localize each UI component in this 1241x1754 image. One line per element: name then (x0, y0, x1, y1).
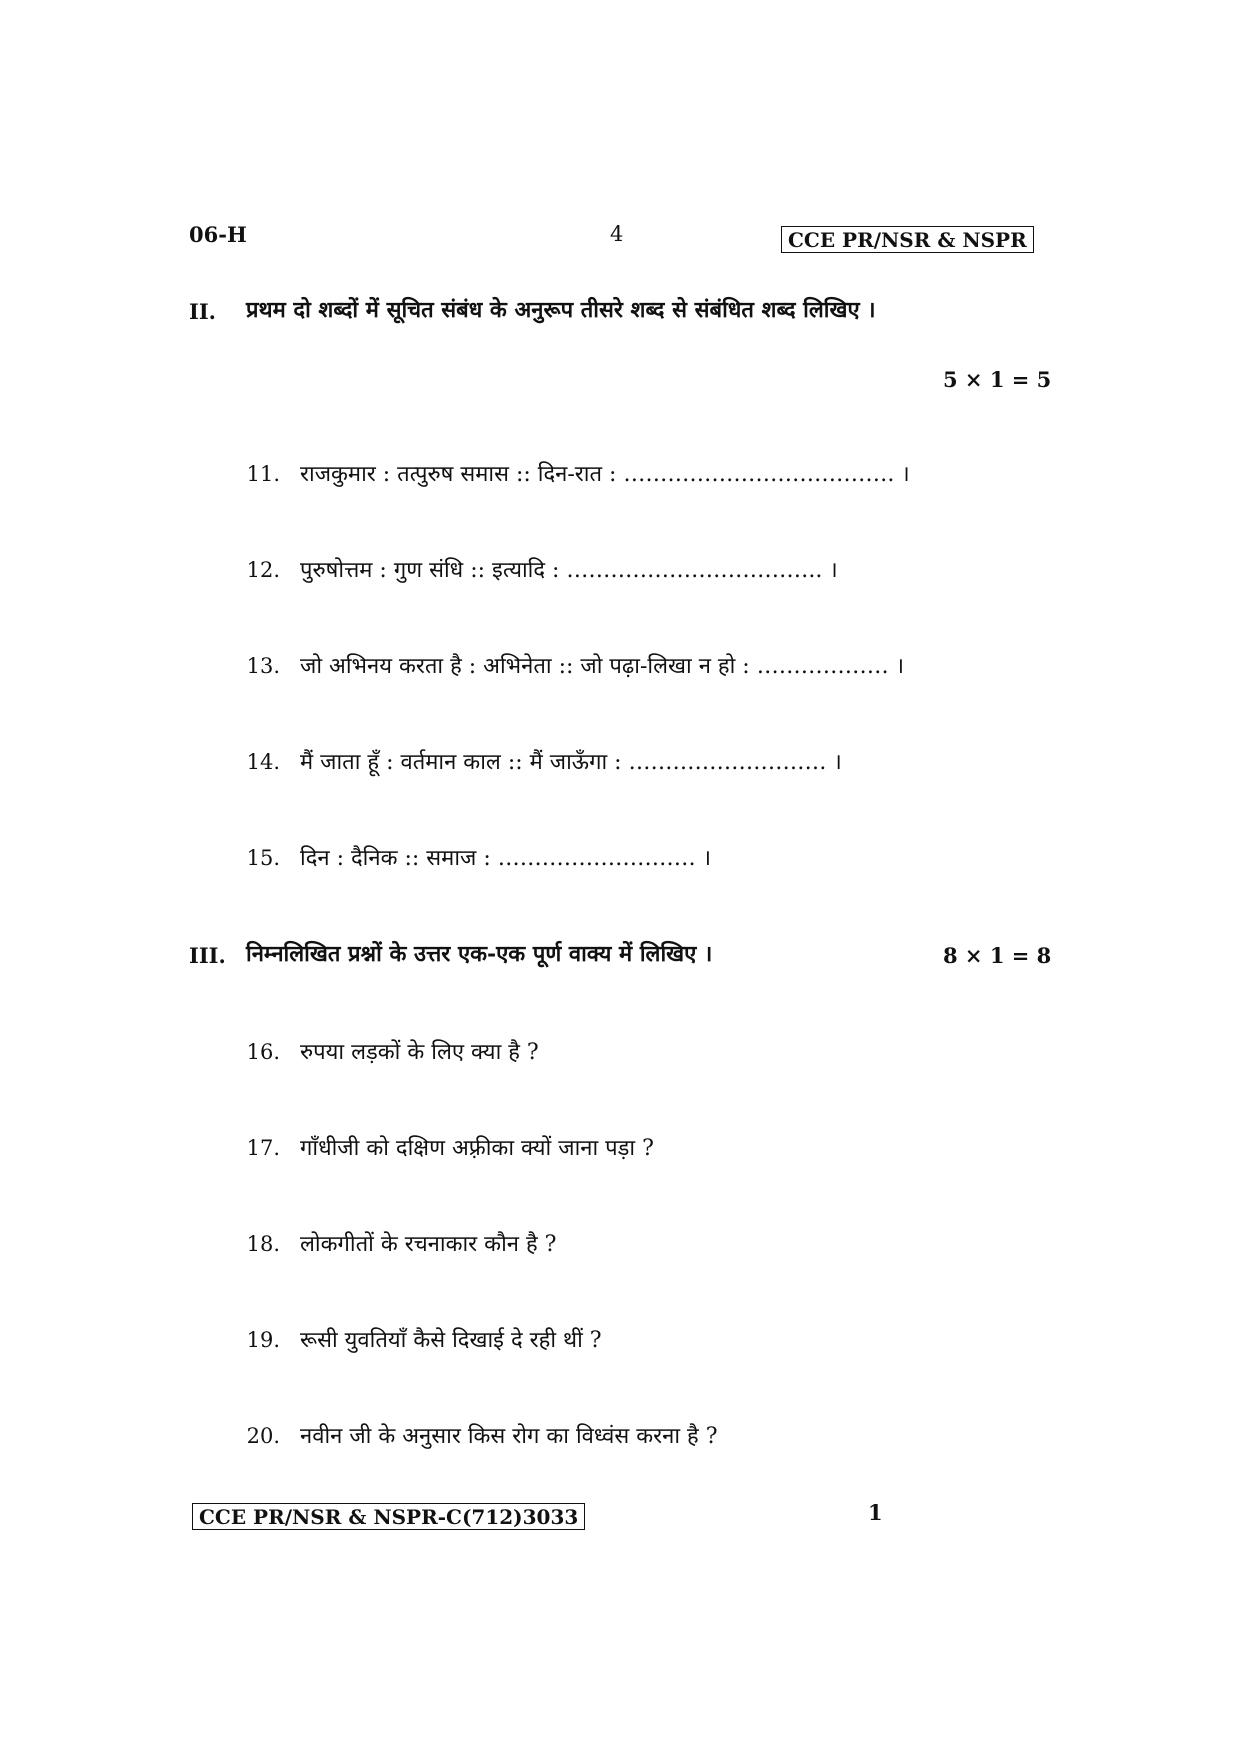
footer-code-box: CCE PR/NSR & NSPR-C(712)3033 (192, 1503, 585, 1530)
section-ii-label: II. (189, 299, 216, 324)
series-box: CCE PR/NSR & NSPR (781, 226, 1034, 253)
question-number: 18. (246, 1232, 280, 1256)
question-text: गाँधीजी को दक्षिण अफ़्रीका क्यों जाना पड़ा ? (300, 1136, 654, 1161)
question-text: मैं जाता हूँ : वर्तमान काल :: मैं जाऊँगा : ……………………… । (300, 750, 842, 775)
paper-code: 06-H (189, 222, 247, 247)
section-iii-marks: 8 × 1 = 8 (943, 943, 1052, 968)
section-iii-instruction: निम्नलिखित प्रश्नों के उत्तर एक-एक पूर्ण वाक्य में लिखिए । (246, 941, 713, 967)
question-text: जो अभिनय करता है : अभिनेता :: जो पढ़ा-लिखा न हो : ……………… । (300, 654, 905, 679)
section-iii-label: III. (189, 943, 226, 968)
question-text: रूसी युवतियाँ कैसे दिखाई दे रही थीं ? (300, 1328, 602, 1353)
question-text: रुपया लड़कों के लिए क्या है ? (300, 1040, 539, 1065)
section-ii-marks: 5 × 1 = 5 (943, 367, 1052, 392)
question-text: दिन : दैनिक :: समाज : ……………………… । (300, 846, 712, 871)
question-number: 14. (246, 750, 280, 774)
question-text: पुरुषोत्तम : गुण संधि :: इत्यादि : …………………………….. । (300, 558, 838, 583)
question-number: 19. (246, 1328, 280, 1352)
question-number: 12. (246, 558, 280, 582)
question-text: राजकुमार : तत्पुरुष समास :: दिन-रात : ………………………………. । (300, 462, 910, 487)
question-number: 20. (246, 1424, 280, 1448)
question-text: लोकगीतों के रचनाकार कौन है ? (300, 1232, 557, 1257)
question-number: 16. (246, 1040, 280, 1064)
section-ii-instruction: प्रथम दो शब्दों में सूचित संबंध के अनुरूप तीसरे शब्द से संबंधित शब्द लिखिए । (246, 297, 876, 323)
page-number: 4 (610, 222, 624, 246)
question-number: 15. (246, 846, 280, 870)
question-number: 17. (246, 1136, 280, 1160)
question-number: 13. (246, 654, 280, 678)
footer-page-mark: 1 (868, 1500, 883, 1525)
question-number: 11. (246, 462, 280, 486)
question-text: नवीन जी के अनुसार किस रोग का विध्वंस करना है ? (300, 1424, 718, 1449)
